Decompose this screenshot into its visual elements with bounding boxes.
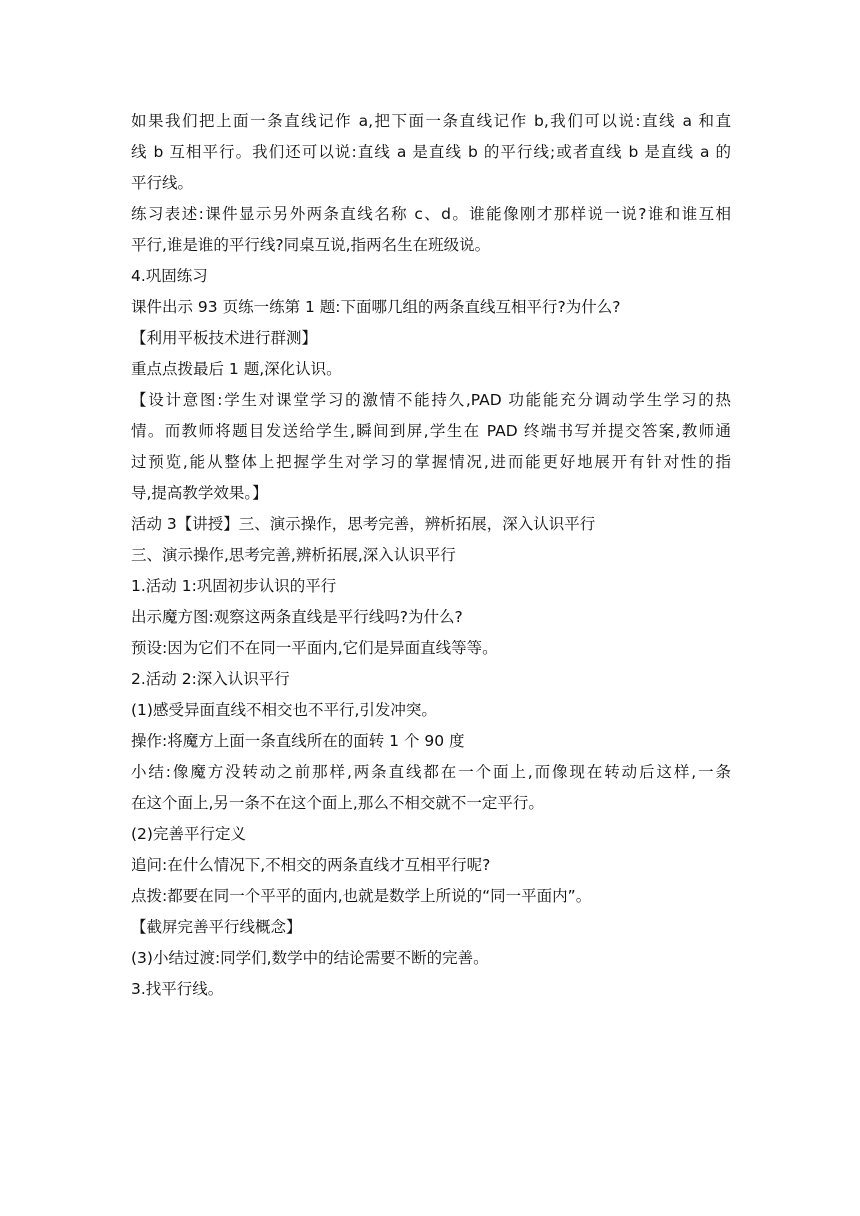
text-line: 平行,谁是谁的平行线?同桌互说,指两名生在班级说。	[131, 236, 491, 254]
design-intent-line: 情。而教师将题目发送给学生,瞬间到屏,学生在 PAD 终端书写并提交答案,教师通	[131, 422, 731, 440]
text-line: 练习表述:课件显示另外两条直线名称 c、d。谁能像刚才那样说一说?谁和谁互相	[131, 205, 731, 223]
design-intent-line: 过预览,能从整体上把握学生对学习的掌握情况,进而能更好地展开有针对性的指	[131, 453, 731, 471]
section-heading: 三、演示操作,思考完善,辨析拓展,深入认识平行	[131, 546, 456, 564]
text-line: 出示魔方图:观察这两条直线是平行线吗?为什么?	[131, 608, 463, 626]
text-line: 小结:像魔方没转动之前那样,两条直线都在一个面上,而像现在转动后这样,一条	[131, 763, 731, 781]
text-line: 课件出示 93 页练一练第 1 题:下面哪几组的两条直线互相平行?为什么?	[131, 298, 621, 316]
text-line: 如果我们把上面一条直线记作 a,把下面一条直线记作 b,我们可以说:直线 a 和直	[131, 112, 731, 130]
text-line: (1)感受异面直线不相交也不平行,引发冲突。	[131, 701, 437, 719]
subsection-heading: 1.活动 1:巩固初步认识的平行	[131, 577, 337, 595]
text-line: 线 b 互相平行。我们还可以说:直线 a 是直线 b 的平行线;或者直线 b 是直线 a 的	[131, 143, 731, 161]
text-line: (3)小结过渡:同学们,数学中的结论需要不断的完善。	[131, 949, 489, 967]
text-line: 点拨:都要在同一个平平的面内,也就是数学上所说的“同一平面内”。	[131, 887, 592, 905]
bracket-note: 【截屏完善平行线概念】	[131, 918, 302, 936]
text-line: (2)完善平行定义	[131, 825, 246, 843]
text-line: 预设:因为它们不在同一平面内,它们是异面直线等等。	[131, 639, 498, 657]
design-intent-line: 【设计意图:学生对课堂学习的激情不能持久,PAD 功能能充分调动学生学习的热	[131, 391, 731, 409]
text-line: 操作:将魔方上面一条直线所在的面转 1 个 90 度	[131, 732, 465, 750]
design-intent-line: 导,提高教学效果。】	[131, 484, 268, 502]
text-line: 在这个面上,另一条不在这个面上,那么不相交就不一定平行。	[131, 794, 544, 812]
text-line: 平行线。	[131, 174, 194, 192]
text-line: 重点点拨最后 1 题,深化认识。	[131, 360, 342, 378]
document-body	[131, 106, 731, 1005]
bracket-note: 【利用平板技术进行群测】	[131, 329, 318, 347]
text-line: 追问:在什么情况下,不相交的两条直线才互相平行呢?	[131, 856, 491, 874]
activity-heading: 活动 3【讲授】三、演示操作，思考完善，辨析拓展，深入认识平行	[131, 515, 596, 533]
subsection-heading: 2.活动 2:深入认识平行	[131, 670, 290, 688]
section-heading: 3.找平行线。	[131, 980, 224, 998]
section-heading: 4.巩固练习	[131, 267, 208, 285]
